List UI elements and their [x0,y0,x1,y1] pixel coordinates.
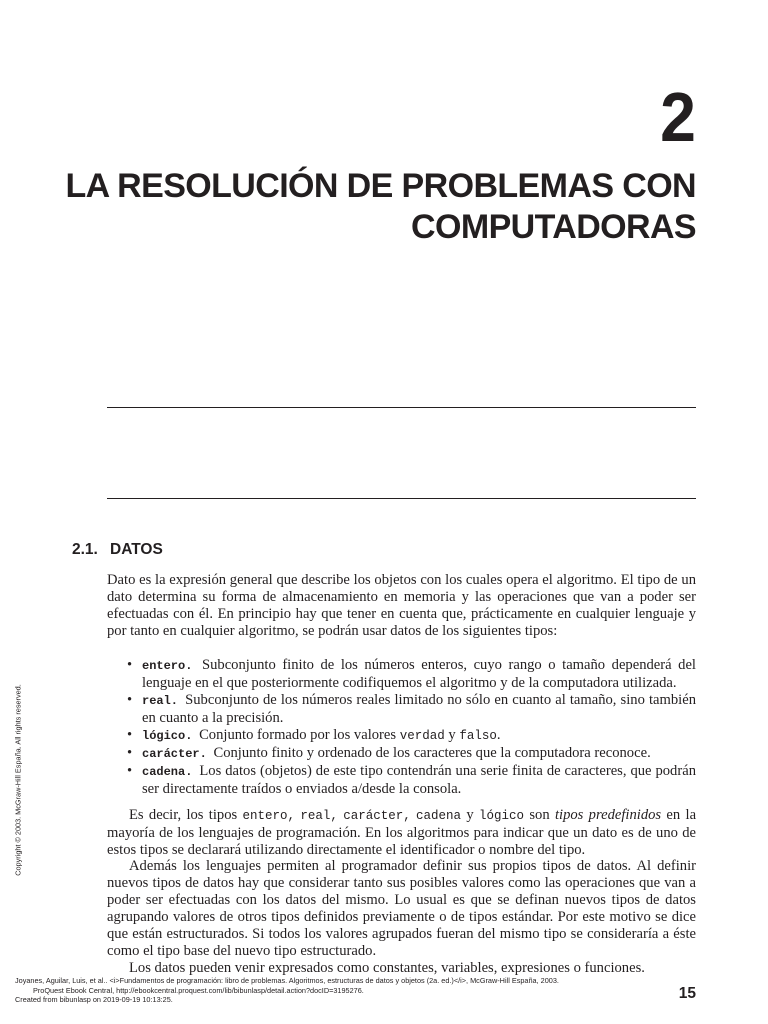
type-label: cadena. [142,765,193,779]
type-logico: lógico [479,809,525,823]
page-number: 15 [678,985,696,1002]
section-heading [72,541,163,559]
type-description: Los datos (objetos) de este tipo contendrán una serie finita de caracteres, que podrán ser directamente traídos o enviados a/desde la consola. [142,763,696,797]
type-description: Subconjunto finito de los números enteros, cuyo rango o tamaño dependerá del lenguaje en el que posteriormente codifiquemos el algoritmo y de la computadora utilizada. [142,657,696,691]
sentence-end: . [496,727,501,743]
type-description: Conjunto formado por los valores [199,727,397,743]
type-entero: entero, [242,809,296,823]
type-real: real, [300,809,338,823]
list-item-logico [127,727,696,745]
footer-citation [15,976,559,1005]
footer-line-3: Created from bibunlasp on 2019-09-19 10:13:25. [15,995,173,1004]
list-item-caracter [127,745,696,763]
paragraph-predefined-types [107,807,696,859]
type-cadena: cadena [416,809,462,823]
conjunction: y [466,807,474,823]
type-description: Subconjunto de los números reales limitado no sólo en cuanto al tamaño, sino también en cuanto a la precisión. [142,692,696,726]
paragraph-user-types: Además los lenguajes permiten al programador definir sus propios tipos de datos. Al definir nuevos tipos de datos hay que considerar tanto sus posibles valores como las operaciones que van a poder ser efectuadas con los datos del mismo. Lo usual es que se definan nuevos tipos de datos agrupando valores de otros tipos definidos previamente o de tipos estándar. Por este motivo se dice que están estructurados. Si todos los valores agrupados fueran del mismo tipo se consideraría a éste como el tipo base del nuevo tipo estructurado. [107,858,696,959]
list-item-entero [127,657,696,692]
chapter-title [56,166,696,248]
chapter-title-line-2: COMPUTADORAS [411,208,696,246]
chapter-title-line-1: LA RESOLUCIÓN DE PROBLEMAS CON [65,167,696,205]
paragraph-data-forms: Los datos pueden venir expresados como constantes, variables, expresiones o funciones. [129,960,645,976]
value-verdad: verdad [399,729,445,743]
value-falso: falso [459,729,497,743]
conjunction: y [448,727,456,743]
footer-line-1: Joyanes, Aguilar, Luis, et al.. <i>Fundamentos de programación: libro de problemas. Algoritmos, estructuras de datos y objetos (2a. ed.)</i>, McGraw-Hill España, 2003. [15,976,559,985]
verb-son: son [529,807,550,823]
intro-paragraph: Dato es la expresión general que describe los objetos con los cuales opera el algoritmo. El tipo de un dato determina su forma de almacenamiento en memoria y las operaciones que van a poder ser efectuadas con él. En principio hay que tener en cuenta que, prácticamente en cualquier lenguaje y por tanto en cualquier algoritmo, se podrán usar datos de los siguientes tipos: [107,572,696,639]
section-title: DATOS [110,541,163,558]
type-description: Conjunto finito y ordenado de los caracteres que la computadora reconoce. [213,745,651,761]
type-label: entero. [142,659,193,673]
type-label: lógico. [142,729,193,743]
list-item-cadena [127,763,696,798]
side-copyright: Copyright © 2003. McGraw-Hill España. All rights reserved. [13,684,23,876]
data-types-list [127,657,696,798]
type-label: carácter. [142,747,207,761]
para2-rest: en la mayoría de los lenguajes de programación. En los algoritmos para indicar que un dato es de uno de estos tipos se declarará utilizando directamente el identificador o nombre del tipo. [107,807,697,858]
divider-bottom [107,498,696,499]
section-number: 2.1. [72,541,98,558]
footer-line-2: ProQuest Ebook Central, http://ebookcentral.proquest.com/lib/bibunlasp/detail.action?docID=3195276. [33,985,364,995]
type-label: real. [142,694,179,708]
chapter-number: 2 [660,78,696,156]
divider-top [107,407,696,408]
list-item-real [127,692,696,727]
para2-lead: Es decir, los tipos [129,807,238,823]
type-caracter: carácter, [343,809,411,823]
emphasis-predefined: tipos predefinidos [554,807,662,823]
